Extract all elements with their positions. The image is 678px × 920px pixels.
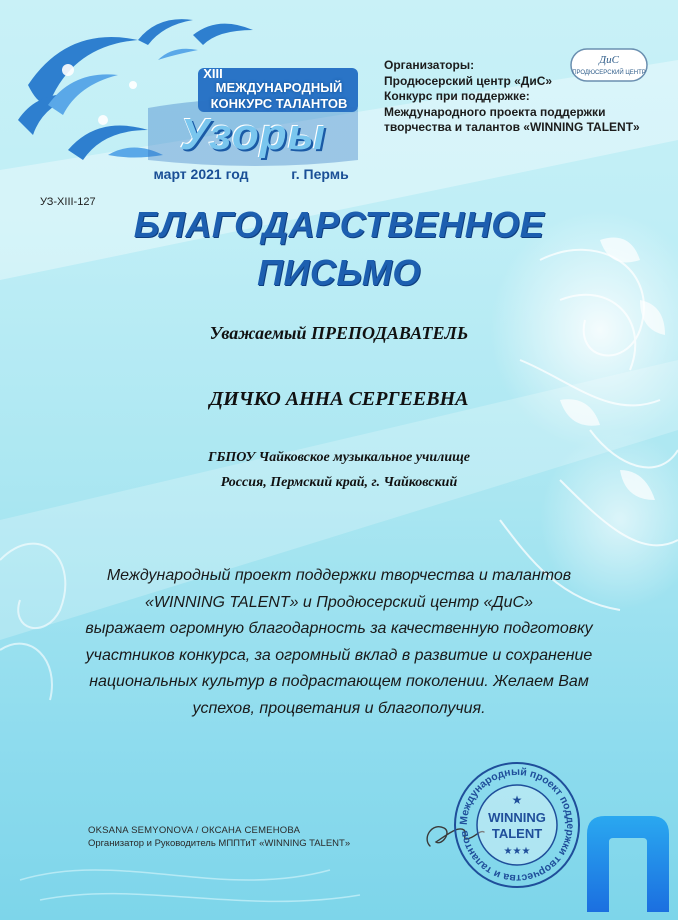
- contest-city: г. Пермь: [291, 166, 349, 182]
- contest-name: Узоры: [179, 110, 327, 159]
- winning-talent-stamp-icon: [452, 760, 582, 890]
- contest-line-2: КОНКУРС ТАЛАНТОВ: [210, 96, 348, 111]
- signatory-role: Организатор и Руководитель МППТиТ «WINNING TALENT»: [88, 837, 351, 849]
- document-id: УЗ-XIII-127: [40, 196, 96, 208]
- recipient-name: ДИЧКО АННА СЕРГЕЕВНА: [209, 388, 469, 410]
- producer-logo-caption: ПРОДЮСЕРСКИЙ ЦЕНТР: [572, 70, 646, 76]
- institution-location: Россия, Пермский край, г. Чайковский: [220, 475, 458, 490]
- corner-brand-icon: [583, 812, 673, 912]
- body-line: участников конкурса, за огромный вклад в развитие и сохранение: [85, 646, 593, 664]
- body-line: Международный проект поддержки творчества и талантов: [106, 567, 572, 584]
- contest-edition: XIII: [203, 66, 223, 81]
- organizers-line: Организаторы:: [384, 58, 475, 72]
- greeting: Уважаемый ПРЕПОДАВАТЕЛЬ: [209, 323, 469, 343]
- signatory-block: [88, 825, 350, 850]
- producer-logo-mark: ДиС: [599, 54, 619, 66]
- body-line: успехов, процветания и благополучия.: [192, 699, 486, 717]
- letter-body: [60, 563, 618, 722]
- contest-date: март 2021 год: [153, 166, 249, 182]
- contest-line-1: МЕЖДУНАРОДНЫЙ: [215, 80, 343, 95]
- stamp-stars-icon: ★★★: [503, 846, 531, 857]
- title-line-1: БЛАГОДАРСТВЕННОЕ: [133, 204, 545, 245]
- institution-name: ГБПОУ Чайковское музыкальное училище: [208, 450, 470, 465]
- stamp-center-line-2: TALENT: [491, 826, 543, 841]
- signatory-name: OKSANA SEMYONOVA / ОКСАНА СЕМЕНОВА: [88, 825, 301, 836]
- organizers-line: Продюсерский центр «ДиС»: [384, 73, 553, 88]
- organizers-line: Международного проекта поддержки: [384, 104, 606, 119]
- body-line: «WINNING TALENT» и Продюсерский центр «ДиС»: [144, 593, 533, 611]
- title-line-2: ПИСЬМО: [257, 252, 421, 293]
- stamp-ring-text: Международный проект поддержки творчества и талантов: [457, 765, 577, 885]
- stamp-center-line-1: WINNING: [488, 810, 546, 825]
- contest-logo: [8, 10, 358, 185]
- stamp-star-icon: ★: [511, 793, 523, 807]
- body-line: национальных культур в подрастающем поколении. Желаем Вам: [89, 673, 589, 690]
- organizers-line: Конкурс при поддержке:: [384, 89, 530, 103]
- body-line: выражает огромную благодарность за качественную подготовку: [85, 620, 593, 637]
- producer-center-logo-icon: [570, 48, 648, 82]
- organizers-line: творчества и талантов «WINNING TALENT»: [384, 120, 640, 134]
